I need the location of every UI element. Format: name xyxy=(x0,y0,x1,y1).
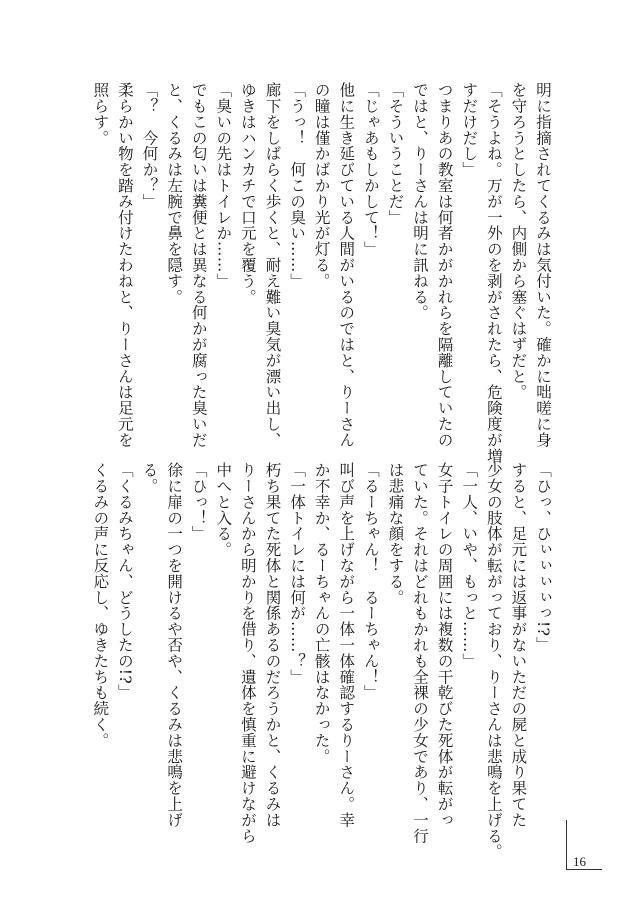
text-line: すだけだし」 xyxy=(460,82,479,178)
text-line: 柔らかい物を踏み付けたわねと、りーさんは足元を xyxy=(115,82,134,448)
text-line: 朽ち果てた死体と関係あるのだろうかと、くるみは xyxy=(263,462,282,828)
text-line: 少女の肢体が転がっており、りーさんは悲鳴を上げる。 xyxy=(484,462,503,860)
text-line: 中へと入る。 xyxy=(214,462,233,558)
text-line: 他に生き延びている人間がいるのではと、りーさん xyxy=(337,82,356,448)
text-line: と、くるみは左腕で鼻を隠す。 xyxy=(165,82,184,305)
text-line: 「ひっ、ひぃぃぃぃっ!?」 xyxy=(534,462,552,653)
text-line: の瞳は僅かばかり光が灯る。 xyxy=(312,82,331,289)
text-line: る。 xyxy=(140,462,159,494)
text-line: 「？ 今何か？」 xyxy=(140,82,159,210)
text-line: 「そういうことだ」 xyxy=(386,82,405,226)
text-block-bottom xyxy=(88,462,555,860)
text-line: は悲痛な顔をする。 xyxy=(386,462,405,606)
text-line: くるみの声に反応し、ゆきたちも続く。 xyxy=(91,462,110,749)
text-line: 「うっ！ 何この臭い……」 xyxy=(288,82,307,289)
page-number-rule-vertical xyxy=(566,820,567,870)
text-line: 明に指摘されてくるみは気付いた。確かに咄嗟に身 xyxy=(534,82,552,448)
text-line: ではと、りーさんは明に訊ねる。 xyxy=(411,82,430,321)
text-line: 照らす。 xyxy=(91,82,110,146)
text-line: ゆきはハンカチで口元を覆う。 xyxy=(238,82,257,305)
text-line: 「ひっ！」 xyxy=(189,462,208,542)
text-line: でもこの匂いは糞便とは異なる何かが腐った臭いだ xyxy=(189,82,208,448)
text-line: 「じゃあもしかして！」 xyxy=(361,82,380,257)
page-number: 16 xyxy=(573,854,586,869)
text-line: ていた。それはどれもかれも全裸の少女であり、一行 xyxy=(411,462,430,844)
text-line: 「そうよね。万が一外のを剥がされたら、危険度が増 xyxy=(484,82,503,464)
text-line: 「一体トイレには何が……？」 xyxy=(288,462,307,685)
text-block-top xyxy=(88,82,555,464)
text-line: りーさんから明かりを借り、遺体を慎重に避けながら xyxy=(238,462,257,844)
text-line: 叫び声を上げながら一体一体確認するりーさん。幸 xyxy=(337,462,356,828)
text-line: 「くるみちゃん、どうしたの!?」 xyxy=(115,462,134,700)
text-line: つまりあの教室は何者かがかれらを隔離していたの xyxy=(435,82,454,448)
text-line: 徐に扉の一つを開けるや否や、くるみは悲鳴を上げ xyxy=(165,462,184,828)
text-line: か不幸か、るーちゃんの亡骸はなかった。 xyxy=(312,462,331,765)
text-line: を守ろうとしたら、内側から塞ぐはずだと。 xyxy=(509,82,528,400)
text-line: 廊下をしばらく歩くと、耐え難い臭気が漂い出し、 xyxy=(263,82,282,448)
text-line: 女子トイレの周囲には複数の干乾びた死体が転がっ xyxy=(435,462,454,828)
text-line: すると、足元には返事がないただの屍と成り果てた xyxy=(509,462,528,828)
text-line: 「臭いの先はトイレか……」 xyxy=(214,82,233,289)
text-line: 「一人、いや、もっと……」 xyxy=(460,462,479,669)
text-line: 「るーちゃん！ るーちゃん！」 xyxy=(361,462,380,701)
